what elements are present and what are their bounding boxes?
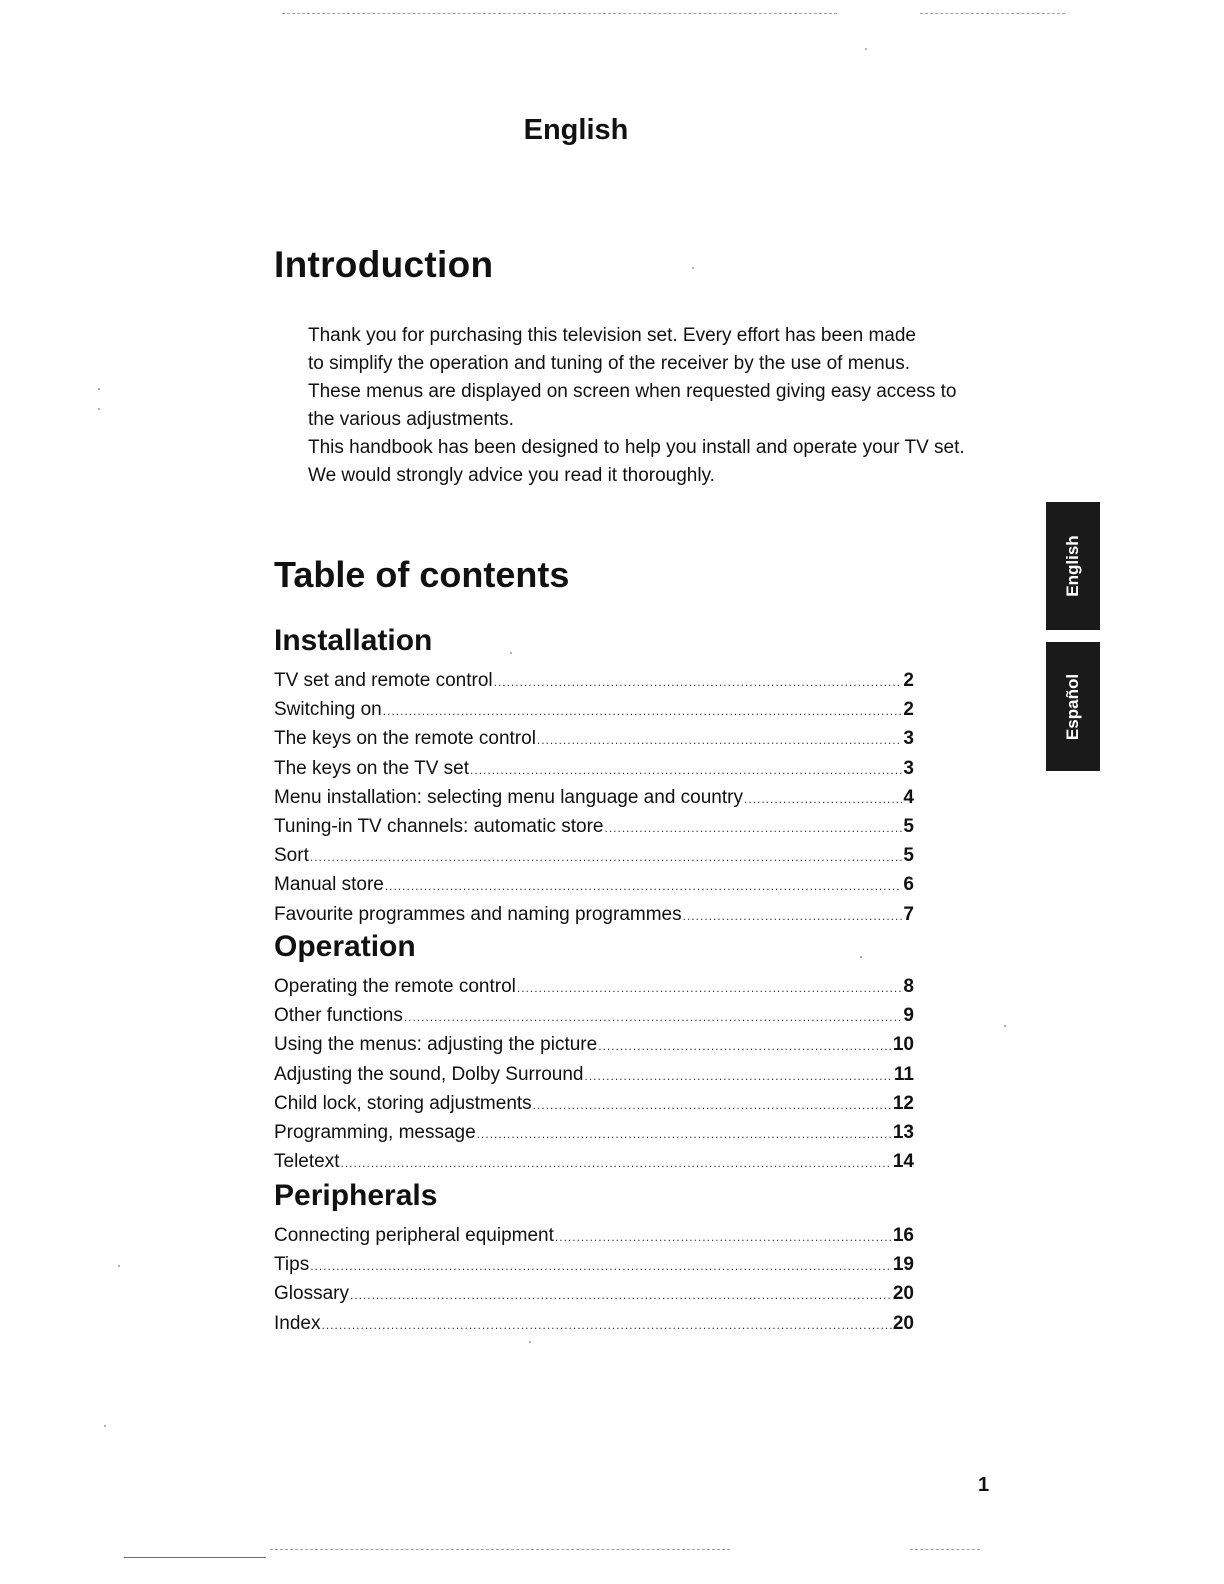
toc-leader-dots bbox=[533, 1091, 892, 1119]
toc-entry-page: 14 bbox=[892, 1151, 914, 1173]
toc-entry[interactable] bbox=[274, 1061, 914, 1090]
toc-entry-label: Tuning-in TV channels: automatic store bbox=[274, 816, 604, 838]
scan-artifact-dot bbox=[104, 1425, 106, 1427]
introduction-line: the various adjustments. bbox=[308, 409, 514, 430]
toc-entry[interactable] bbox=[274, 842, 914, 871]
toc-leader-dots bbox=[470, 756, 902, 784]
toc-entry-label: TV set and remote control bbox=[274, 670, 493, 691]
scan-artifact-bottom-line bbox=[270, 1549, 730, 1550]
toc-entry[interactable] bbox=[274, 784, 914, 813]
toc-entry[interactable] bbox=[274, 1031, 914, 1060]
toc-entry[interactable] bbox=[274, 1119, 914, 1148]
toc-entry-label: Teletext bbox=[274, 1151, 340, 1173]
toc-entry-label: Index bbox=[274, 1312, 321, 1334]
toc-entry[interactable] bbox=[274, 725, 914, 754]
scan-artifact-dot bbox=[865, 48, 867, 50]
introduction-line: to simplify the operation and tuning of the receiver by the use of menus. bbox=[308, 353, 911, 374]
toc-entry-label: Programming, message bbox=[274, 1122, 476, 1144]
toc-leader-dots bbox=[555, 1223, 892, 1251]
toc-list-peripherals bbox=[274, 1222, 914, 1339]
toc-entry[interactable] bbox=[274, 813, 914, 842]
tab-english[interactable] bbox=[1046, 502, 1100, 630]
introduction-body bbox=[308, 322, 1008, 490]
toc-entry[interactable] bbox=[274, 871, 914, 900]
scan-artifact-dot bbox=[510, 652, 512, 654]
toc-leader-dots bbox=[683, 902, 903, 930]
toc-leader-dots bbox=[494, 668, 903, 696]
toc-leader-dots bbox=[584, 1062, 892, 1090]
introduction-title: Introduction bbox=[274, 244, 494, 285]
scan-artifact-dot bbox=[118, 1265, 120, 1267]
scan-artifact-dot bbox=[529, 1341, 531, 1343]
toc-entry-page: 5 bbox=[903, 845, 914, 867]
introduction-line: These menus are displayed on screen when requested giving easy access to bbox=[308, 381, 957, 402]
toc-entry[interactable] bbox=[274, 1002, 914, 1031]
toc-entry-label: Sort bbox=[274, 845, 309, 867]
language-header: English bbox=[523, 114, 629, 146]
toc-entry-page: 20 bbox=[892, 1283, 914, 1305]
scan-artifact-top-line bbox=[282, 13, 837, 14]
toc-leader-dots bbox=[340, 1149, 891, 1177]
toc-leader-dots bbox=[404, 1003, 903, 1031]
tab-english-label: English bbox=[1063, 535, 1082, 597]
toc-entry-label: Adjusting the sound, Dolby Surround bbox=[274, 1063, 584, 1085]
toc-heading-peripherals: Peripherals bbox=[274, 1179, 438, 1212]
toc-entry-page: 20 bbox=[892, 1312, 914, 1334]
toc-entry-label: Operating the remote control bbox=[274, 976, 516, 997]
introduction-line: Thank you for purchasing this television set. Every effort has been made bbox=[308, 325, 916, 346]
introduction-line: We would strongly advice you read it thoroughly. bbox=[308, 465, 715, 486]
toc-entry-page: 12 bbox=[892, 1092, 914, 1114]
introduction-line: This handbook has been designed to help you install and operate your TV set. bbox=[308, 437, 965, 458]
toc-entry-label: The keys on the remote control bbox=[274, 728, 536, 750]
toc-entry-page: 9 bbox=[903, 1005, 914, 1027]
toc-leader-dots bbox=[605, 814, 903, 842]
toc-leader-dots bbox=[310, 1252, 892, 1280]
page-number: 1 bbox=[978, 1474, 990, 1496]
toc-entry-page: 10 bbox=[892, 1034, 914, 1056]
toc-entry[interactable] bbox=[274, 1148, 914, 1177]
toc-leader-dots bbox=[310, 843, 903, 871]
toc-heading-operation: Operation bbox=[274, 930, 416, 963]
toc-entry-page: 11 bbox=[893, 1063, 914, 1085]
toc-leader-dots bbox=[350, 1281, 892, 1309]
toc-list-operation bbox=[274, 973, 914, 1177]
toc-entry-label: Glossary bbox=[274, 1283, 349, 1305]
toc-heading-installation: Installation bbox=[274, 624, 433, 657]
tab-espanol-label: Español bbox=[1063, 673, 1082, 740]
scan-artifact-dot bbox=[692, 267, 694, 269]
scan-artifact-dot bbox=[98, 388, 100, 390]
toc-entry-label: Tips bbox=[274, 1254, 310, 1276]
toc-leader-dots bbox=[383, 697, 903, 725]
toc-entry-page: 7 bbox=[903, 903, 914, 925]
toc-entry[interactable] bbox=[274, 973, 914, 1002]
scan-artifact-bottom-line-right bbox=[910, 1549, 980, 1550]
toc-entry-page: 6 bbox=[903, 874, 914, 896]
toc-entry[interactable] bbox=[274, 901, 914, 930]
toc-entry-page: 13 bbox=[892, 1122, 914, 1144]
toc-entry-page: 16 bbox=[892, 1225, 914, 1246]
toc-entry-page: 2 bbox=[903, 699, 914, 721]
toc-leader-dots bbox=[517, 974, 903, 1002]
toc-leader-dots bbox=[537, 726, 903, 754]
toc-entry[interactable] bbox=[274, 1310, 914, 1339]
toc-entry-label: Favourite programmes and naming programmes bbox=[274, 903, 682, 925]
scan-artifact-top-line-right bbox=[920, 13, 1065, 14]
toc-entry-label: Other functions bbox=[274, 1005, 403, 1027]
toc-entry-page: 3 bbox=[903, 728, 914, 750]
toc-entry-label: Using the menus: adjusting the picture bbox=[274, 1034, 598, 1056]
toc-leader-dots bbox=[744, 785, 902, 813]
toc-entry[interactable] bbox=[274, 1251, 914, 1280]
toc-entry[interactable] bbox=[274, 1222, 914, 1251]
toc-leader-dots bbox=[598, 1032, 892, 1060]
scan-artifact-dot bbox=[98, 408, 100, 410]
tab-espanol[interactable] bbox=[1046, 642, 1100, 771]
toc-entry-label: Menu installation: selecting menu language and country bbox=[274, 786, 743, 808]
toc-leader-dots bbox=[477, 1120, 892, 1148]
toc-entry-page: 2 bbox=[903, 670, 914, 691]
toc-entry-page: 3 bbox=[903, 757, 914, 779]
toc-entry[interactable] bbox=[274, 696, 914, 725]
toc-entry-page: 5 bbox=[903, 816, 914, 838]
toc-entry-label: Connecting peripheral equipment bbox=[274, 1225, 554, 1246]
scan-artifact-underline bbox=[124, 1557, 266, 1558]
scan-artifact-dot bbox=[860, 956, 862, 958]
toc-entry-label: Switching on bbox=[274, 699, 382, 721]
toc-entry-page: 4 bbox=[903, 786, 914, 808]
toc-entry-page: 8 bbox=[903, 976, 914, 997]
scan-artifact-dot bbox=[1004, 1025, 1006, 1027]
toc-entry-label: Child lock, storing adjustments bbox=[274, 1092, 532, 1114]
toc-entry-label: Manual store bbox=[274, 874, 384, 896]
toc-entry[interactable] bbox=[274, 755, 914, 784]
toc-leader-dots bbox=[385, 872, 903, 900]
toc-list-installation bbox=[274, 667, 914, 930]
toc-entry-label: The keys on the TV set bbox=[274, 757, 470, 779]
toc-entry-page: 19 bbox=[892, 1254, 914, 1276]
toc-entry[interactable] bbox=[274, 667, 914, 696]
toc-entry[interactable] bbox=[274, 1280, 914, 1309]
toc-title: Table of contents bbox=[274, 554, 570, 595]
toc-entry[interactable] bbox=[274, 1090, 914, 1119]
toc-leader-dots bbox=[321, 1311, 891, 1339]
